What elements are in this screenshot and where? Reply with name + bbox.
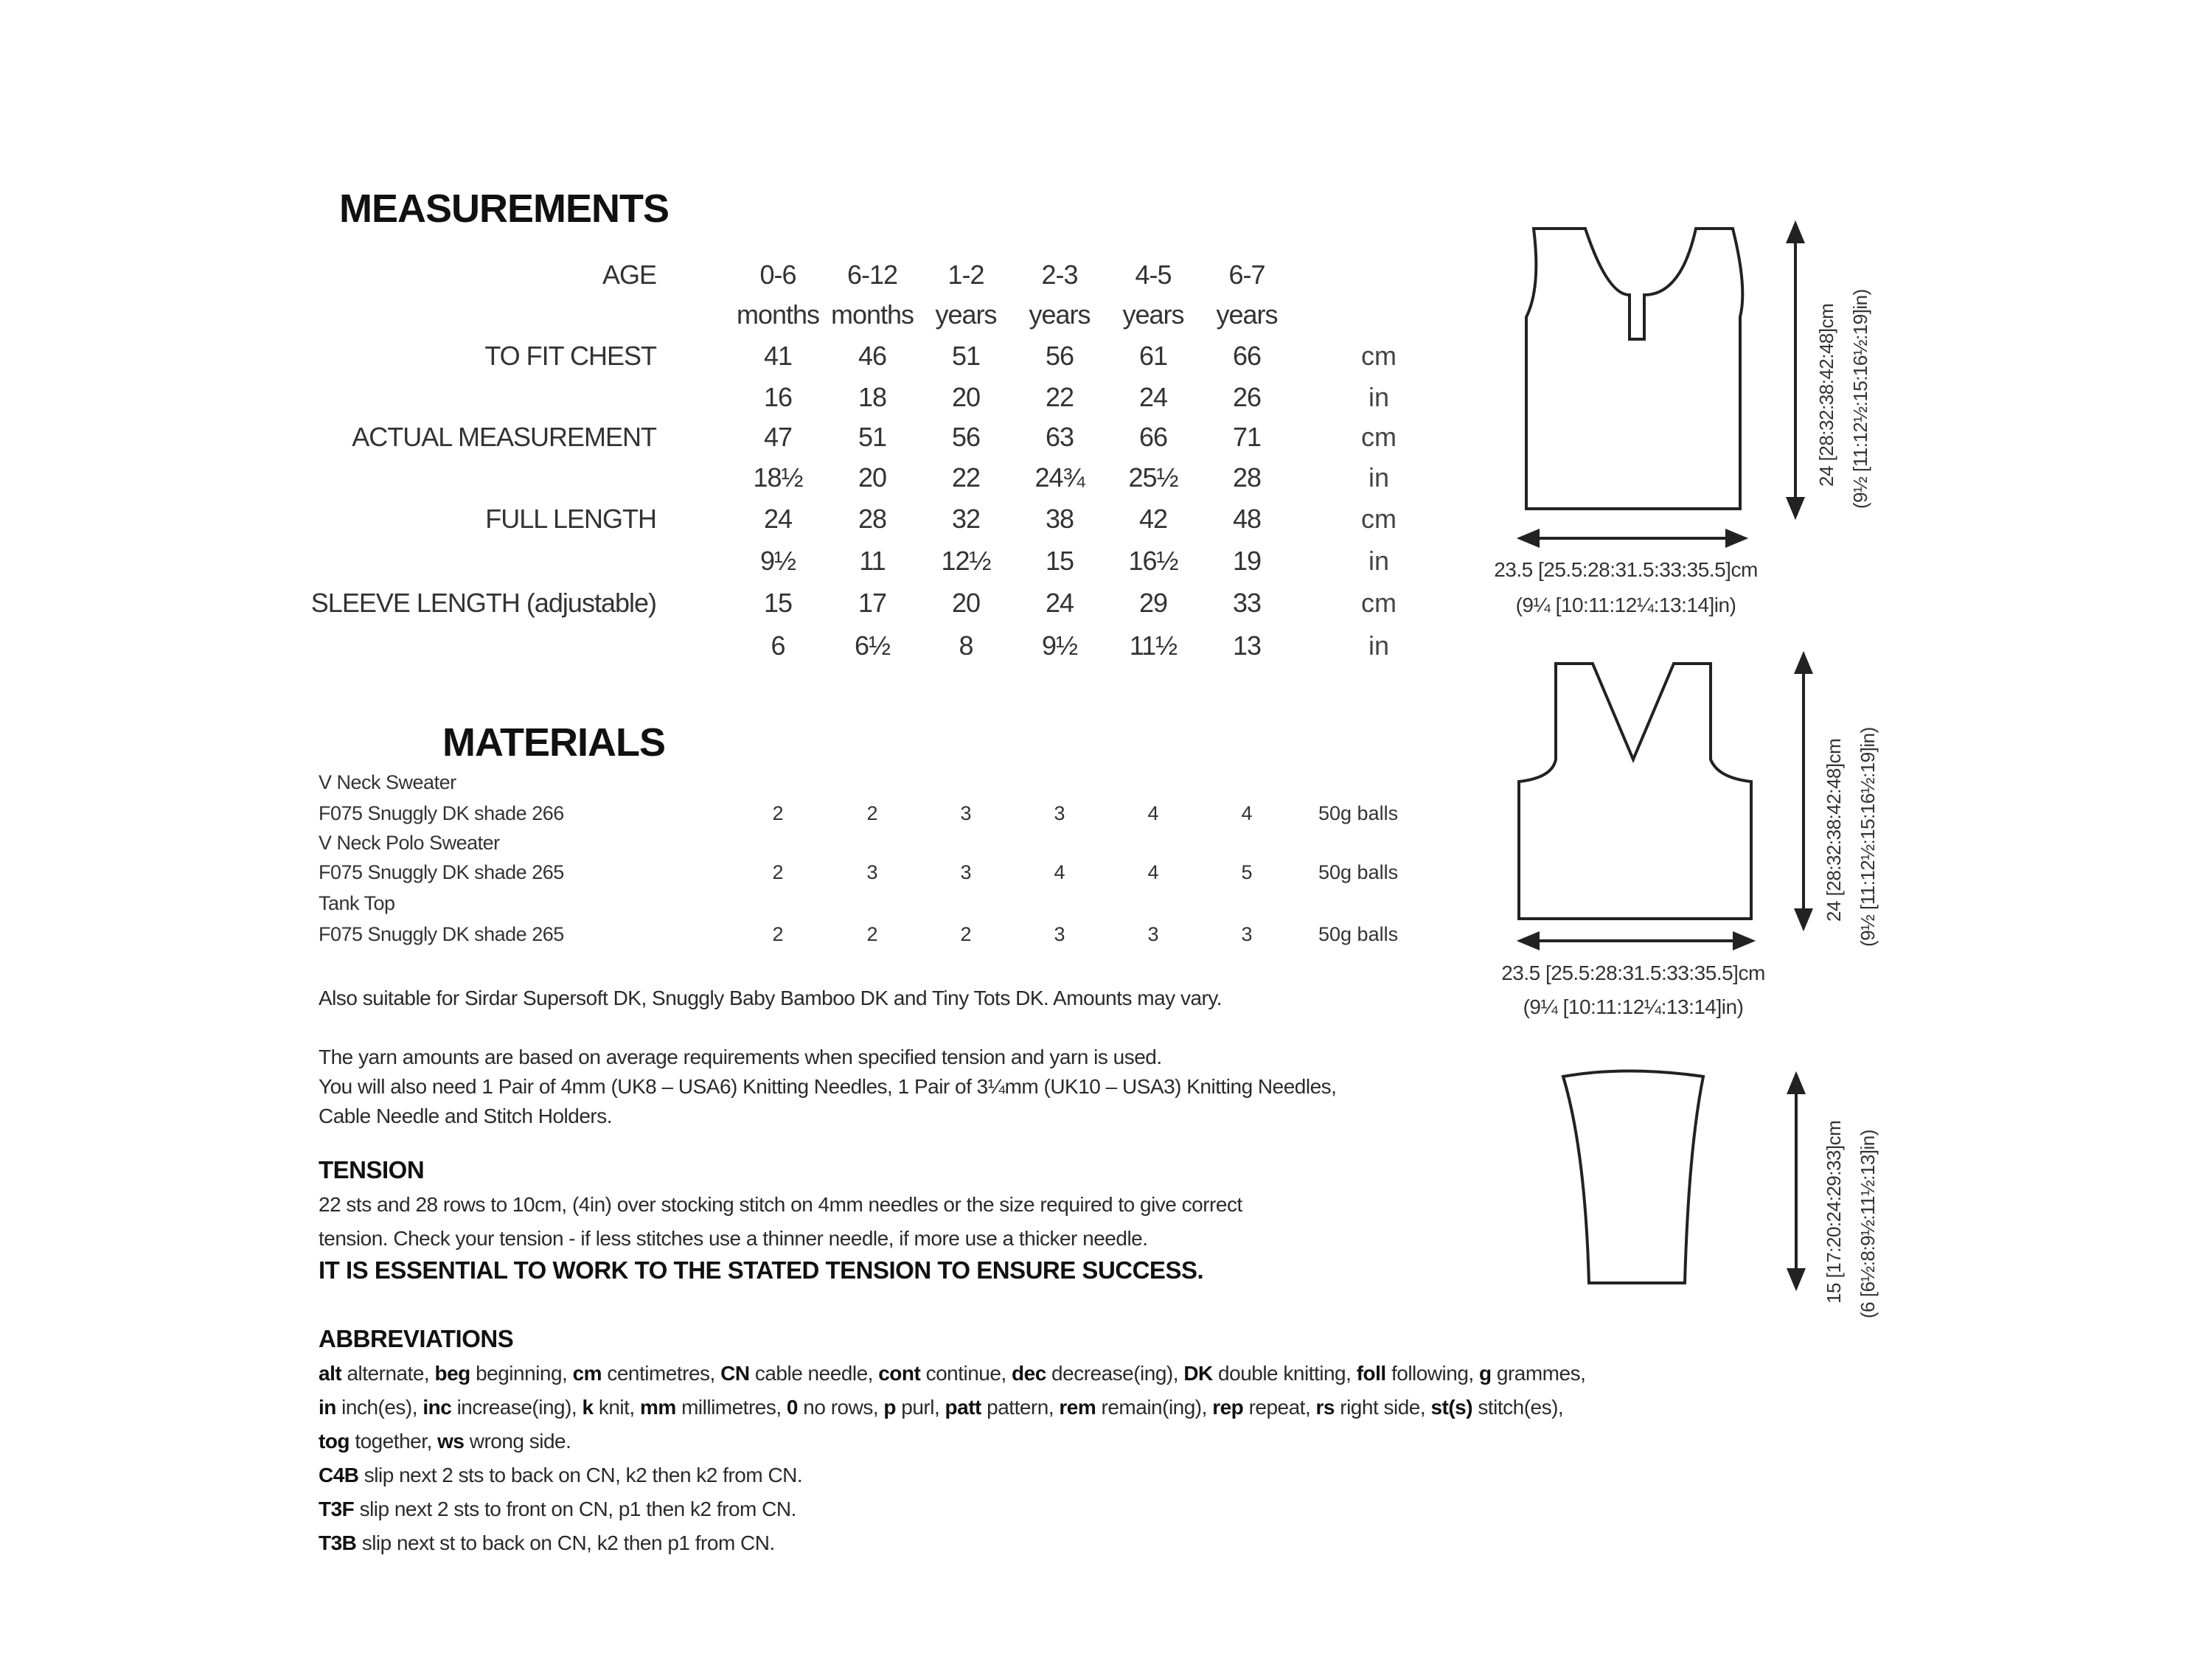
abbr-meaning: inch(es), bbox=[341, 1396, 418, 1419]
ball-count: 3 bbox=[1241, 923, 1253, 945]
abbr-term: ws bbox=[437, 1430, 465, 1453]
abbr-term: patt bbox=[945, 1396, 981, 1419]
yarn-name: F075 Snuggly DK shade 266 bbox=[319, 802, 564, 824]
garment-name: Tank Top bbox=[319, 892, 395, 914]
materials-heading: MATERIALS bbox=[442, 720, 665, 765]
row-label: FULL LENGTH bbox=[485, 504, 656, 534]
value-cm: 56 bbox=[951, 422, 981, 452]
age-range: 4-5 bbox=[1135, 260, 1172, 290]
abbr-term: inc bbox=[422, 1396, 452, 1419]
value-in: 6½ bbox=[854, 630, 891, 661]
value-cm: 28 bbox=[858, 504, 887, 534]
needles-note-continued: Cable Needle and Stitch Holders. bbox=[319, 1105, 613, 1127]
age-unit: years bbox=[1122, 299, 1184, 330]
value-in: 19 bbox=[1232, 546, 1262, 576]
ball-count: 2 bbox=[772, 923, 784, 945]
age-unit: years bbox=[1216, 299, 1278, 330]
polo-width-in: (9¼ [10:11:12¼:13:14]in) bbox=[1515, 594, 1736, 616]
value-in: 24¾ bbox=[1034, 462, 1085, 493]
value-in: 9½ bbox=[1041, 630, 1078, 661]
value-in: 16 bbox=[763, 382, 793, 412]
abbr-term: T3B bbox=[319, 1531, 357, 1554]
unit-in: in bbox=[1368, 546, 1390, 576]
vneck-width-in: (9¼ [10:11:12¼:13:14]in) bbox=[1523, 995, 1744, 1018]
yarn-name: F075 Snuggly DK shade 265 bbox=[319, 923, 564, 945]
measurements-heading: MEASUREMENTS bbox=[339, 187, 669, 231]
value-cm: 46 bbox=[858, 341, 887, 371]
sleeve-length-in: (6 [6½:8:9½:11½:13]in) bbox=[1857, 1130, 1879, 1318]
abbr-term: T3F bbox=[319, 1498, 355, 1520]
value-in: 24 bbox=[1138, 382, 1168, 412]
abbr-meaning: no rows, bbox=[803, 1396, 879, 1419]
ball-count: 3 bbox=[1054, 923, 1065, 945]
value-cm: 41 bbox=[763, 341, 793, 371]
age-unit: months bbox=[830, 299, 914, 330]
abbr-term: mm bbox=[640, 1396, 676, 1419]
value-in: 16½ bbox=[1128, 546, 1178, 576]
abbr-meaning: double knitting, bbox=[1218, 1362, 1352, 1385]
value-in: 28 bbox=[1232, 462, 1262, 493]
value-in: 26 bbox=[1232, 382, 1262, 412]
abbreviation-c4b bbox=[319, 1458, 802, 1492]
polo-width-cm: 23.5 [25.5:28:31.5:33:35.5]cm bbox=[1494, 558, 1758, 581]
value-in: 12½ bbox=[941, 546, 991, 576]
unit-in: in bbox=[1368, 630, 1390, 661]
abbr-term: g bbox=[1478, 1362, 1492, 1385]
polo-length-in: (9½ [11:12½:15:16½:19]in) bbox=[1849, 289, 1871, 509]
value-cm: 17 bbox=[858, 588, 887, 618]
ball-count: 2 bbox=[866, 802, 878, 824]
value-in: 11 bbox=[859, 546, 886, 576]
value-cm: 71 bbox=[1232, 422, 1262, 452]
polo-body-outline bbox=[1526, 229, 1742, 509]
value-in: 15 bbox=[1045, 546, 1074, 576]
abbr-term: p bbox=[883, 1396, 896, 1419]
value-cm: 32 bbox=[951, 504, 981, 534]
abbreviation-t3f bbox=[319, 1492, 796, 1526]
value-cm: 61 bbox=[1138, 341, 1168, 371]
ball-count: 3 bbox=[866, 861, 878, 883]
abbr-meaning: repeat, bbox=[1248, 1396, 1311, 1419]
value-in: 20 bbox=[858, 462, 887, 493]
age-label: AGE bbox=[602, 260, 656, 290]
value-cm: 66 bbox=[1138, 422, 1168, 452]
ball-count: 4 bbox=[1147, 861, 1159, 883]
value-cm: 29 bbox=[1138, 588, 1168, 618]
abbr-term: st(s) bbox=[1430, 1396, 1473, 1419]
row-label: ACTUAL MEASUREMENT bbox=[352, 422, 656, 452]
unit-in: in bbox=[1368, 462, 1390, 493]
ball-count: 3 bbox=[1054, 802, 1065, 824]
ball-unit: 50g balls bbox=[1318, 802, 1399, 824]
abbr-meaning: knit, bbox=[598, 1396, 635, 1419]
ball-unit: 50g balls bbox=[1318, 861, 1399, 883]
abbr-meaning: alternate, bbox=[347, 1362, 430, 1385]
abbr-term: tog bbox=[319, 1430, 350, 1453]
ball-count: 3 bbox=[960, 802, 972, 824]
ball-count: 2 bbox=[772, 861, 784, 883]
ball-count: 4 bbox=[1241, 802, 1253, 824]
value-cm: 66 bbox=[1232, 341, 1262, 371]
age-unit: years bbox=[1029, 299, 1091, 330]
value-in: 20 bbox=[951, 382, 981, 412]
value-in: 25½ bbox=[1128, 462, 1178, 493]
abbr-term: dec bbox=[1012, 1362, 1046, 1385]
abbr-term: in bbox=[319, 1396, 336, 1419]
abbr-meaning: slip next st to back on CN, k2 then p1 from CN. bbox=[361, 1531, 775, 1554]
age-range: 2-3 bbox=[1041, 260, 1078, 290]
tension-text-continued: tension. Check your tension - if less stitches use a thinner needle, if more use a thicker needle. bbox=[319, 1227, 1148, 1250]
vneck-length-arrow bbox=[1796, 655, 1811, 928]
abbr-meaning: decrease(ing), bbox=[1051, 1362, 1179, 1385]
value-in: 22 bbox=[951, 462, 981, 493]
abbr-meaning: wrong side. bbox=[469, 1430, 571, 1453]
unit-cm: cm bbox=[1361, 504, 1397, 534]
vneck-body-outline bbox=[1519, 664, 1751, 919]
value-in: 22 bbox=[1045, 382, 1074, 412]
value-in: 18½ bbox=[753, 462, 803, 493]
abbr-meaning: together, bbox=[355, 1430, 432, 1453]
abbr-term: DK bbox=[1183, 1362, 1213, 1385]
value-in: 18 bbox=[858, 382, 887, 412]
abbr-meaning: following, bbox=[1391, 1362, 1474, 1385]
age-range: 0-6 bbox=[759, 260, 796, 290]
polo-length-arrow bbox=[1788, 224, 1803, 516]
sleeve-length-cm: 15 [17:20:24:29:33]cm bbox=[1823, 1120, 1845, 1304]
value-in: 11½ bbox=[1129, 630, 1178, 661]
abbr-meaning: increase(ing), bbox=[456, 1396, 577, 1419]
value-in: 9½ bbox=[759, 546, 796, 576]
row-label: SLEEVE LENGTH (adjustable) bbox=[310, 588, 656, 618]
vneck-length-in: (9½ [11:12½:15:16½:19]in) bbox=[1857, 727, 1879, 947]
abbr-meaning: purl, bbox=[901, 1396, 940, 1419]
value-in: 13 bbox=[1232, 630, 1262, 661]
value-cm: 38 bbox=[1045, 504, 1074, 534]
garment-name: V Neck Polo Sweater bbox=[319, 832, 500, 854]
age-range: 6-7 bbox=[1228, 260, 1265, 290]
age-range: 1-2 bbox=[947, 260, 984, 290]
row-label: TO FIT CHEST bbox=[484, 341, 656, 371]
value-cm: 20 bbox=[951, 588, 981, 618]
sleeve-length-arrow bbox=[1789, 1075, 1804, 1287]
value-cm: 47 bbox=[763, 422, 793, 452]
age-unit: years bbox=[935, 299, 997, 330]
abbr-meaning: remain(ing), bbox=[1101, 1396, 1207, 1419]
abbr-meaning: pattern, bbox=[987, 1396, 1054, 1419]
abbreviation-t3b bbox=[319, 1526, 775, 1560]
value-cm: 42 bbox=[1138, 504, 1168, 534]
also-suitable-note: Also suitable for Sirdar Supersoft DK, Snuggly Baby Bamboo DK and Tiny Tots DK. Amounts may vary. bbox=[319, 987, 1222, 1009]
abbr-term: C4B bbox=[319, 1464, 359, 1486]
abbr-term: alt bbox=[319, 1362, 342, 1385]
abbr-term: rep bbox=[1212, 1396, 1244, 1419]
unit-in: in bbox=[1368, 382, 1390, 412]
abbr-meaning: millimetres, bbox=[681, 1396, 782, 1419]
polo-width-arrow bbox=[1520, 531, 1745, 546]
abbreviations-line bbox=[319, 1391, 1563, 1425]
polo-length-cm: 24 [28:32:38:42:48]cm bbox=[1815, 303, 1837, 487]
abbr-meaning: slip next 2 sts to front on CN, p1 then k2 from CN. bbox=[359, 1498, 796, 1520]
ball-unit: 50g balls bbox=[1318, 923, 1399, 945]
abbr-meaning: beginning, bbox=[476, 1362, 568, 1385]
value-cm: 51 bbox=[951, 341, 981, 371]
abbr-term: 0 bbox=[786, 1396, 798, 1419]
unit-cm: cm bbox=[1361, 341, 1397, 371]
value-in: 6 bbox=[771, 630, 785, 661]
yarn-note: The yarn amounts are based on average requirements when specified tension and yarn is used. bbox=[319, 1046, 1162, 1068]
abbr-term: cm bbox=[572, 1362, 602, 1385]
abbr-meaning: slip next 2 sts to back on CN, k2 then k2 from CN. bbox=[364, 1464, 803, 1486]
abbr-term: rs bbox=[1315, 1396, 1335, 1419]
unit-cm: cm bbox=[1361, 588, 1397, 618]
age-unit: months bbox=[736, 299, 820, 330]
abbreviations-heading: ABBREVIATIONS bbox=[319, 1325, 514, 1352]
value-cm: 51 bbox=[858, 422, 887, 452]
value-cm: 15 bbox=[763, 588, 793, 618]
abbr-term: rem bbox=[1059, 1396, 1096, 1419]
sleeve-outline bbox=[1563, 1071, 1703, 1284]
abbr-term: k bbox=[582, 1396, 594, 1419]
abbr-meaning: centimetres, bbox=[607, 1362, 715, 1385]
needles-note: You will also need 1 Pair of 4mm (UK8 – USA6) Knitting Needles, 1 Pair of 3¼mm (UK10 – USA3) Knitting Needles, bbox=[319, 1075, 1337, 1098]
abbr-meaning: continue, bbox=[925, 1362, 1006, 1385]
abbr-meaning: right side, bbox=[1340, 1396, 1426, 1419]
unit-cm: cm bbox=[1361, 422, 1397, 452]
abbr-term: beg bbox=[434, 1362, 470, 1385]
tension-text: 22 sts and 28 rows to 10cm, (4in) over stocking stitch on 4mm needles or the size required to give correct bbox=[319, 1193, 1242, 1216]
abbr-term: CN bbox=[720, 1362, 750, 1385]
abbreviations-line bbox=[319, 1357, 1585, 1391]
vneck-width-arrow bbox=[1520, 933, 1752, 948]
abbr-term: cont bbox=[878, 1362, 921, 1385]
value-cm: 48 bbox=[1232, 504, 1262, 534]
vneck-width-cm: 23.5 [25.5:28:31.5:33:35.5]cm bbox=[1501, 961, 1765, 984]
abbr-meaning: stitch(es), bbox=[1478, 1396, 1564, 1419]
ball-count: 3 bbox=[960, 861, 972, 883]
abbr-term: foll bbox=[1356, 1362, 1386, 1385]
tension-heading: TENSION bbox=[319, 1156, 425, 1183]
tension-warning: IT IS ESSENTIAL TO WORK TO THE STATED TENSION TO ENSURE SUCCESS. bbox=[319, 1256, 1204, 1284]
value-cm: 24 bbox=[763, 504, 793, 534]
abbr-meaning: grammes, bbox=[1496, 1362, 1586, 1385]
yarn-name: F075 Snuggly DK shade 265 bbox=[319, 861, 564, 883]
value-cm: 33 bbox=[1232, 588, 1262, 618]
vneck-length-cm: 24 [28:32:38:42:48]cm bbox=[1823, 738, 1845, 922]
value-cm: 63 bbox=[1045, 422, 1074, 452]
ball-count: 2 bbox=[960, 923, 972, 945]
ball-count: 4 bbox=[1054, 861, 1065, 883]
value-cm: 56 bbox=[1045, 341, 1074, 371]
value-cm: 24 bbox=[1045, 588, 1074, 618]
ball-count: 2 bbox=[772, 802, 784, 824]
ball-count: 2 bbox=[866, 923, 878, 945]
ball-count: 3 bbox=[1147, 923, 1159, 945]
sleeve-schematic bbox=[1556, 1062, 1851, 1305]
garment-name: V Neck Sweater bbox=[319, 771, 456, 793]
value-in: 8 bbox=[959, 630, 973, 661]
ball-count: 5 bbox=[1241, 861, 1253, 883]
abbreviations-line bbox=[319, 1425, 571, 1458]
abbr-meaning: cable needle, bbox=[754, 1362, 873, 1385]
age-range: 6-12 bbox=[846, 260, 898, 290]
ball-count: 4 bbox=[1147, 802, 1159, 824]
